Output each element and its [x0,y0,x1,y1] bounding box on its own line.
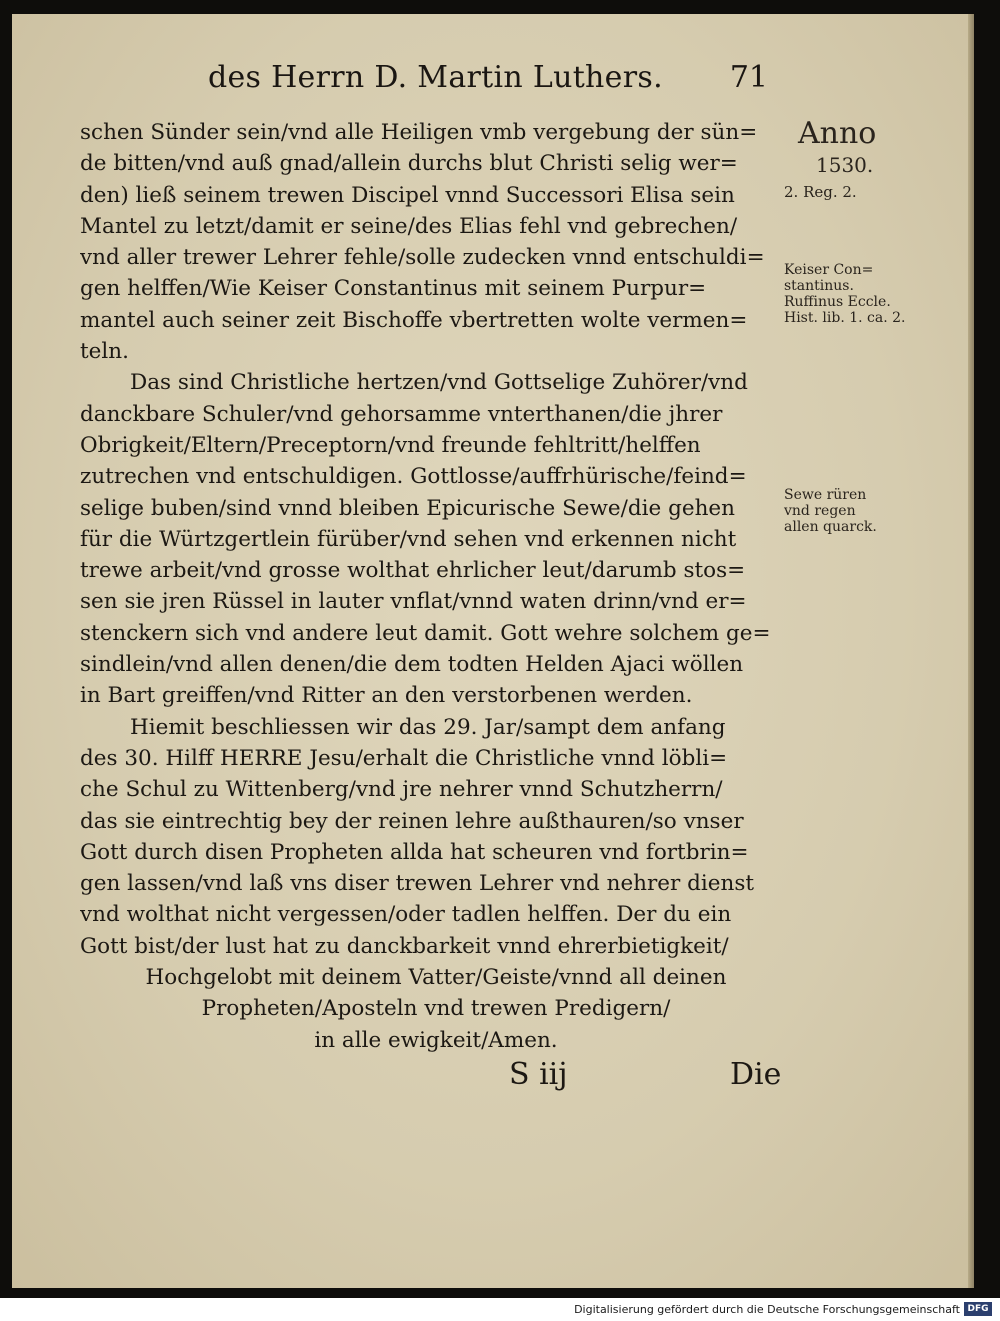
margin-line: Sewe rüren [784,487,867,503]
text-line: Obrigkeit/Eltern/Preceptorn/vnd freunde fehltritt/helffen [80,432,701,458]
text-line: de bitten/vnd auß gnad/allein durchs blut Christi selig wer= [80,151,738,177]
text-line: Das sind Christliche hertzen/vnd Gottselige Zuhörer/vnd [130,370,748,396]
text-line: trewe arbeit/vnd grosse wolthat ehrlicher leut/darumb stos= [80,558,746,584]
margin-line: allen quarck. [784,519,877,535]
margin-line: vnd regen [784,503,856,519]
margin-anno-label: Anno [798,116,877,151]
text-line: in Bart greiffen/vnd Ritter an den verstorbenen werden. [80,683,693,709]
text-line: Propheten/Aposteln vnd trewen Predigern/ [201,996,671,1022]
margin-note-reg [784,184,966,200]
margin-note-anno [798,116,974,178]
text-line: Hiemit beschliessen wir das 29. Jar/sampt dem anfang [130,714,726,740]
digitization-footer [0,1298,1000,1321]
margin-line: Ruffinus Eccle. [784,294,891,310]
margin-year: 1530. [816,153,874,177]
text-line: Hochgelobt mit deinem Vatter/Geiste/vnnd all deinen [145,965,727,991]
text-line: stenckern sich vnd andere leut damit. Gott wehre solchem ge= [80,620,771,646]
text-line: den) ließ seinem trewen Discipel vnnd Successori Elisa sein [80,182,735,208]
text-line: Gott bist/der lust hat zu danckbarkeit vnnd ehrerbietigkeit/ [80,933,729,959]
signature-mark: S iij [509,1057,568,1092]
dfg-logo-icon: DFG [964,1302,992,1316]
margin-line: stantinus. [784,278,854,294]
text-line: gen lassen/vnd laß vns diser trewen Lehrer vnd nehrer dienst [80,871,755,897]
running-header [208,60,768,106]
text-line: danckbare Schuler/vnd gehorsamme vnterthanen/die jhrer [80,401,723,427]
funding-credit: Digitalisierung gefördert durch die Deutsche Forschungsgemeinschaft [574,1303,960,1316]
text-line: selige buben/sind vnnd bleiben Epicurische Sewe/die gehen [80,495,735,521]
margin-note-constantinus [784,262,966,326]
text-line: sen sie jren Rüssel in lauter vnflat/vnnd waten drinn/vnd er= [80,589,747,615]
margin-line: Hist. lib. 1. ca. 2. [784,310,906,326]
text-line: schen Sünder sein/vnd alle Heiligen vmb vergebung der sün= [80,120,758,145]
book-page [12,14,974,1288]
text-line: Gott durch disen Propheten allda hat scheuren vnd fortbrin= [80,839,749,865]
text-line: che Schul zu Wittenberg/vnd jre nehrer vnnd Schutzherrn/ [80,777,723,803]
folio-number: 71 [729,60,768,95]
running-title: des Herrn D. Martin Luthers. [208,60,663,95]
page-gutter [968,14,974,1288]
text-line: für die Würtzgertlein fürüber/vnd sehen vnd erkennen nicht [80,526,737,552]
text-line: vnd aller trewer Lehrer fehle/solle zudecken vnnd entschuldi= [80,245,765,271]
margin-line: Keiser Con= [784,262,874,278]
margin-note-sewe [784,487,966,535]
text-line: sindlein/vnd allen denen/die dem todten Helden Ajaci wöllen [80,652,744,678]
text-line: zutrechen vnd entschuldigen. Gottlosse/auffrhürische/feind= [80,464,747,490]
text-line: in alle ewigkeit/Amen. [314,1027,558,1053]
text-line: gen helffen/Wie Keiser Constantinus mit seinem Purpur= [80,276,707,302]
text-line: mantel auch seiner zeit Bischoffe vbertretten wolte vermen= [80,307,748,333]
text-line: Mantel zu letzt/damit er seine/des Elias fehl vnd gebrechen/ [80,213,738,239]
text-line: teln. [80,339,129,365]
text-line: vnd wolthat nicht vergessen/oder tadlen helffen. Der du ein [80,902,732,928]
catchword: Die [730,1057,782,1092]
margin-reg-ref: 2. Reg. 2. [784,183,857,201]
text-line: des 30. Hilff HERRE Jesu/erhalt die Christliche vnnd löbli= [80,745,728,771]
main-text [80,117,792,1056]
text-line: das sie eintrechtig bey der reinen lehre außthauren/so vnser [80,808,744,834]
